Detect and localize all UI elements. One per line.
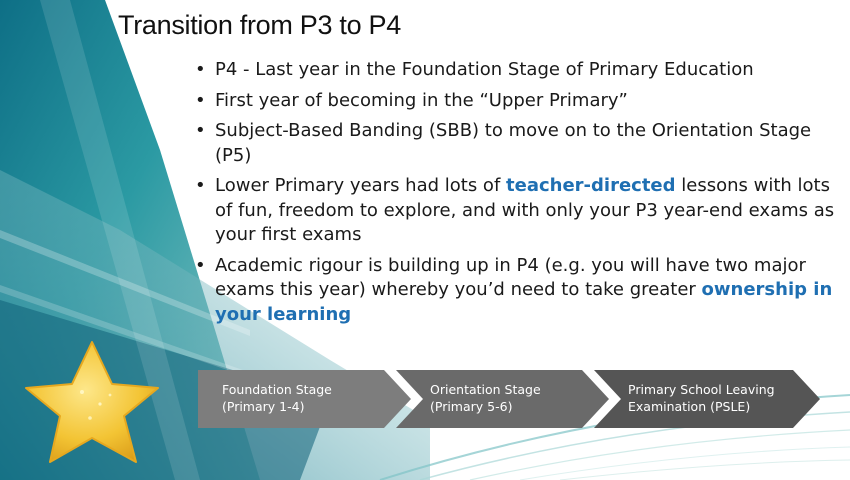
- bullet-item: [195, 119, 835, 168]
- bullet-list: [195, 58, 835, 333]
- bullet-highlight-text: ownership in your learning: [215, 279, 833, 325]
- bullet-text: First year of becoming in the “Upper Primary”: [215, 89, 628, 111]
- bullet-text: Lower Primary years had lots of: [215, 175, 507, 196]
- slide-title: Transition from P3 to P4: [118, 10, 401, 40]
- flow-stage-foundation-years: (Primary 1-4): [222, 399, 305, 414]
- bullet-text: Subject-Based Banding (SBB) to move on to the Orientation Stage (P5): [215, 120, 812, 166]
- bullet-text: P4 - Last year in the Foundation Stage of Primary Education: [215, 59, 754, 80]
- bullet-item: [195, 89, 835, 114]
- flow-stage-psle-label: [628, 381, 775, 415]
- flow-stage-psle-subtitle: Examination (PSLE): [628, 399, 751, 414]
- flow-stage-foundation-label: [222, 381, 332, 415]
- flow-stage-orientation-title: Orientation Stage: [430, 382, 541, 397]
- bullet-highlight-text: teacher-directed: [506, 175, 676, 196]
- bullet-item: [195, 254, 835, 328]
- bullet-item: [195, 58, 835, 83]
- flow-stage-psle-title: Primary School Leaving: [628, 382, 775, 397]
- bullet-item: [195, 174, 835, 248]
- flow-stage-orientation-years: (Primary 5-6): [430, 399, 513, 414]
- bullet-text: lessons with lots of fun, freedom to explore, and with only your P3 year-end exams as your first exams: [215, 175, 835, 245]
- bullet-text: Academic rigour is building up in P4 (e.g. you will have two major exams this year) whereby you’d need to take greater: [215, 254, 806, 300]
- flow-stage-orientation-label: [430, 381, 541, 415]
- flow-stage-foundation-title: Foundation Stage: [222, 382, 332, 397]
